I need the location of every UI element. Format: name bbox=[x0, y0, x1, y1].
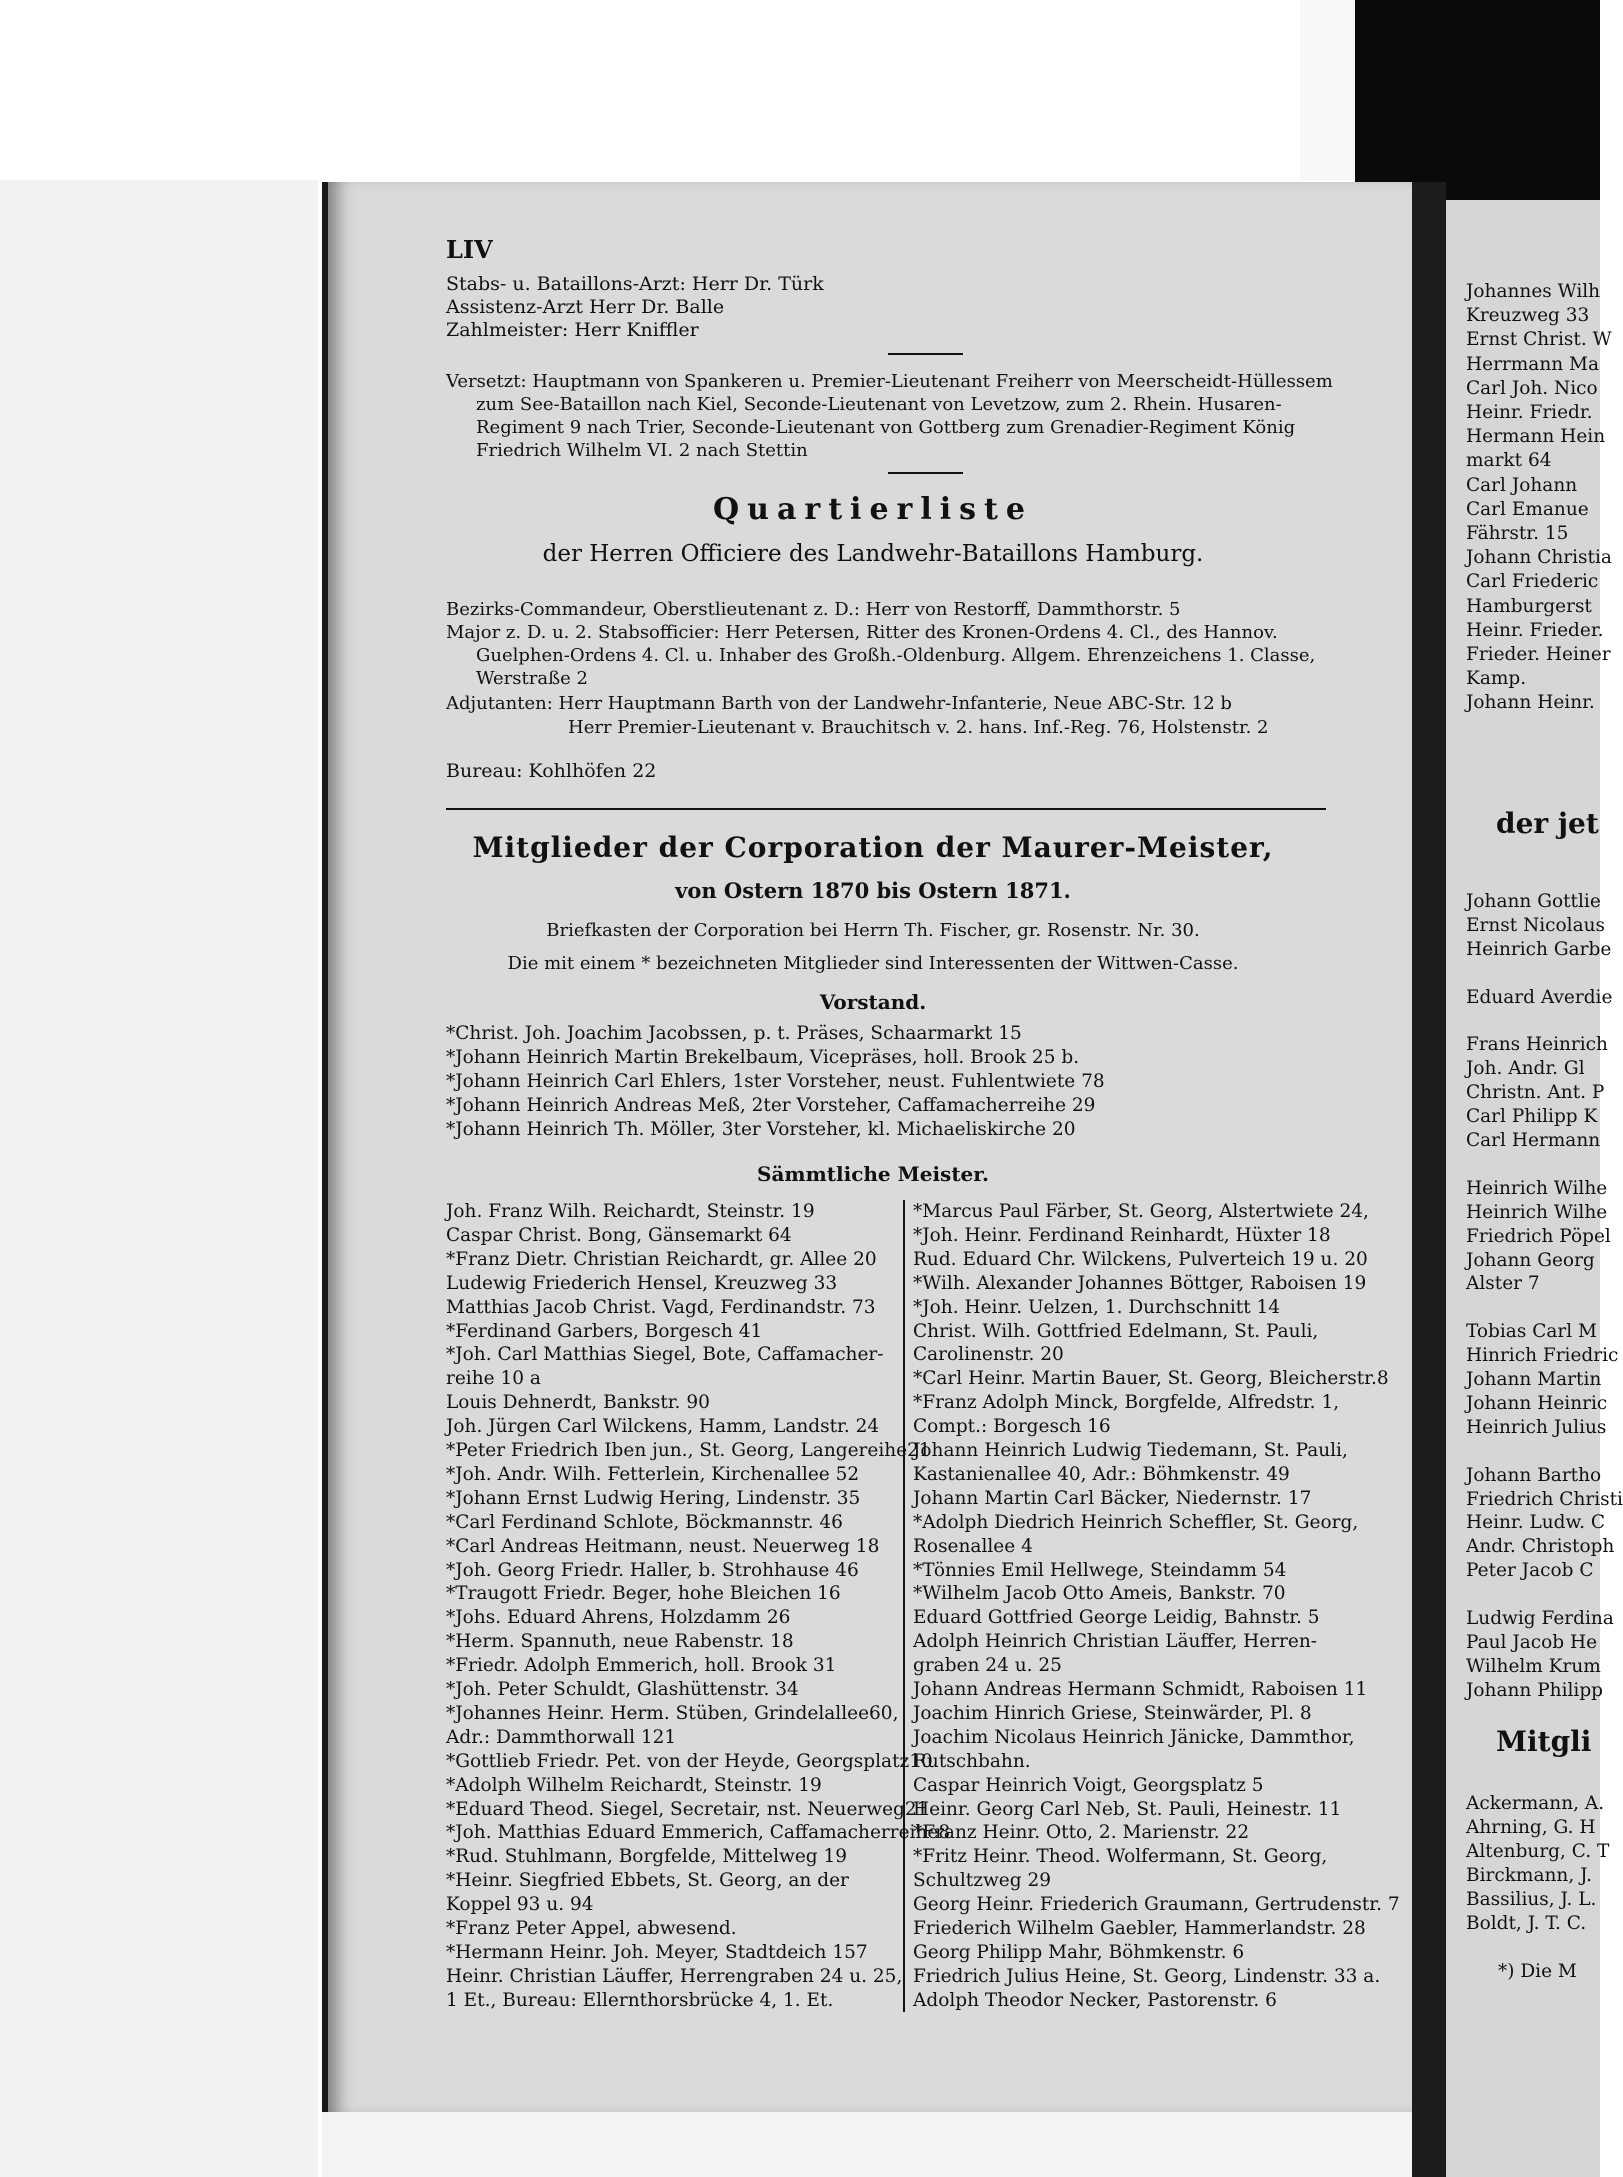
list-item: *Herm. Spannuth, neue Rabenstr. 18 bbox=[446, 1631, 794, 1653]
list-item: Ahrning, G. H bbox=[1466, 1817, 1596, 1838]
corporation-note: Briefkasten der Corporation bei Herrn Th. Fischer, gr. Rosenstr. Nr. 30. bbox=[546, 920, 1200, 941]
list-item: Carolinenstr. 20 bbox=[913, 1344, 1064, 1366]
list-item: Johann Gottlie bbox=[1466, 891, 1601, 912]
right-page bbox=[1446, 200, 1623, 2177]
list-item: *Franz Peter Appel, abwesend. bbox=[446, 1918, 737, 1939]
list-item: *Joh. Heinr. Uelzen, 1. Durchschnitt 14 bbox=[913, 1296, 1281, 1318]
list-item: Heinr. Georg Carl Neb, St. Pauli, Heinestr. 11 bbox=[913, 1798, 1342, 1820]
list-item: Joh. Franz Wilh. Reichardt, Steinstr. 19 bbox=[446, 1201, 815, 1222]
list-item: Kamp. bbox=[1466, 668, 1527, 690]
list-item: *Traugott Friedr. Beger, hohe Bleichen 16 bbox=[446, 1583, 841, 1605]
list-item: *Carl Heinr. Martin Bauer, St. Georg, Bleicherstr.8 bbox=[913, 1368, 1389, 1390]
list-item: Georg Philipp Mahr, Böhmkenstr. 6 bbox=[913, 1941, 1245, 1963]
list-item: Christ. Wilh. Gottfried Edelmann, St. Pauli, bbox=[913, 1320, 1319, 1342]
list-item: Boldt, J. T. C. bbox=[1466, 1913, 1587, 1934]
list-item: *Joh. Georg Friedr. Haller, b. Strohhause 46 bbox=[446, 1559, 859, 1581]
list-item: *Johann Ernst Ludwig Hering, Lindenstr. 35 bbox=[446, 1487, 861, 1509]
list-item: *Franz Adolph Minck, Borgfelde, Alfredstr. 1, bbox=[913, 1392, 1340, 1414]
list-item: Heinr. Ludw. C bbox=[1466, 1512, 1606, 1534]
list-item: *Johannes Heinr. Herm. Stüben, Grindelallee60, bbox=[446, 1702, 899, 1724]
list-item: *Wilhelm Jacob Otto Ameis, Bankstr. 70 bbox=[913, 1583, 1286, 1605]
staff-line: Assistenz-Arzt Herr Dr. Balle bbox=[446, 296, 725, 318]
list-item: Carl Philipp K bbox=[1466, 1106, 1598, 1128]
staff-line: Zahlmeister: Herr Kniffler bbox=[446, 319, 699, 341]
list-item: Ernst Christ. W bbox=[1466, 329, 1612, 351]
list-item: Andr. Christoph bbox=[1466, 1536, 1615, 1558]
meister-heading: Sämmtliche Meister. bbox=[757, 1162, 989, 1186]
list-item: Friedrich Pöpel bbox=[1466, 1225, 1611, 1247]
list-item: Carl Joh. Nico bbox=[1466, 377, 1598, 399]
list-item: Kreuzweg 33 bbox=[1466, 305, 1590, 327]
list-item: Hamburgerst bbox=[1466, 595, 1592, 617]
book-gutter bbox=[1412, 182, 1446, 2177]
right-page-footnote: *) Die M bbox=[1498, 1961, 1577, 1982]
quartier-line: Werstraße 2 bbox=[476, 668, 588, 689]
list-item: markt 64 bbox=[1466, 450, 1552, 472]
corporation-note: Die mit einem * bezeichneten Mitglieder sind Interessenten der Wittwen-Casse. bbox=[507, 953, 1239, 974]
list-item: Adolph Theodor Necker, Pastorenstr. 6 bbox=[913, 1989, 1277, 2011]
list-item: *Tönnies Emil Hellwege, Steindamm 54 bbox=[913, 1559, 1287, 1581]
list-item: *Joh. Heinr. Ferdinand Reinhardt, Hüxter 18 bbox=[913, 1224, 1331, 1246]
list-item: Herrmann Ma bbox=[1466, 353, 1600, 375]
list-item: Heinrich Wilhe bbox=[1466, 1201, 1608, 1223]
list-item: Frans Heinrich bbox=[1466, 1034, 1608, 1056]
list-item: Heinr. Christian Läuffer, Herrengraben 24 u. 25, bbox=[446, 1965, 903, 1987]
quartier-line: Guelphen-Ordens 4. Cl. u. Inhaber des Großh.-Oldenburg. Allgem. Ehrenzeichens 1. Classe, bbox=[476, 645, 1316, 666]
list-item: Heinrich Julius bbox=[1466, 1416, 1607, 1438]
list-item: Caspar Christ. Bong, Gänsemarkt 64 bbox=[446, 1224, 792, 1246]
list-item: *Johs. Eduard Ahrens, Holzdamm 26 bbox=[446, 1607, 791, 1629]
list-item: Johann Martin bbox=[1466, 1369, 1602, 1390]
list-item: Heinr. Frieder. bbox=[1466, 619, 1604, 641]
page-number: LIV bbox=[446, 235, 493, 264]
list-item: Johann Heinrich Ludwig Tiedemann, St. Pauli, bbox=[913, 1440, 1348, 1461]
section-rule bbox=[446, 808, 1326, 810]
list-item: *Joh. Matthias Eduard Emmerich, Caffamacherreihe8 bbox=[446, 1822, 951, 1844]
left-page bbox=[322, 182, 1418, 2112]
list-item: Adolph Heinrich Christian Läuffer, Herren- bbox=[913, 1631, 1318, 1653]
list-item: Rud. Eduard Chr. Wilckens, Pulverteich 19 u. 20 bbox=[913, 1248, 1368, 1270]
column-divider bbox=[903, 1200, 905, 2012]
vorstand-item: *Johann Heinrich Martin Brekelbaum, Vicepräses, holl. Brook 25 b. bbox=[446, 1047, 1080, 1068]
list-item: Birckmann, J. bbox=[1466, 1865, 1592, 1886]
list-item: Kastanienallee 40, Adr.: Böhmkenstr. 49 bbox=[913, 1463, 1290, 1485]
list-item: Paul Jacob He bbox=[1466, 1631, 1598, 1653]
divider bbox=[888, 472, 963, 474]
list-item: *Franz Dietr. Christian Reichardt, gr. Allee 20 bbox=[446, 1248, 877, 1270]
list-item: Carl Emanue bbox=[1466, 498, 1589, 520]
list-item: Johann Bartho bbox=[1466, 1464, 1602, 1486]
list-item: *Peter Friedrich Iben jun., St. Georg, Langereihe21 bbox=[446, 1440, 931, 1461]
quartier-line: Adjutanten: Herr Hauptmann Barth von der Landwehr-Infanterie, Neue ABC-Str. 12 b bbox=[446, 693, 1232, 714]
list-item: Johann Heinr. bbox=[1466, 692, 1595, 714]
versetzt-line: Regiment 9 nach Trier, Seconde-Lieutenant von Gottberg zum Grenadier-Regiment König bbox=[476, 417, 1296, 438]
staff-line: Stabs- u. Bataillons-Arzt: Herr Dr. Türk bbox=[446, 273, 824, 295]
list-item: Joh. Andr. Gl bbox=[1466, 1058, 1585, 1080]
list-item: Alster 7 bbox=[1466, 1273, 1540, 1295]
list-item: Johann Martin Carl Bäcker, Niedernstr. 17 bbox=[913, 1487, 1312, 1509]
list-item: *Marcus Paul Färber, St. Georg, Alstertwiete 24, bbox=[913, 1201, 1369, 1222]
vorstand-item: *Johann Heinrich Andreas Meß, 2ter Vorsteher, Caffamacherreihe 29 bbox=[446, 1095, 1096, 1116]
scan-margin bbox=[1300, 0, 1355, 180]
list-item: Carl Friederic bbox=[1466, 571, 1599, 593]
list-item: Ernst Nicolaus bbox=[1466, 914, 1606, 936]
bureau-line: Bureau: Kohlhöfen 22 bbox=[446, 760, 657, 782]
quartier-line: Bezirks-Commandeur, Oberstlieutenant z. D.: Herr von Restorff, Dammthorstr. 5 bbox=[446, 599, 1181, 620]
list-item: *Adolph Wilhelm Reichardt, Steinstr. 19 bbox=[446, 1774, 822, 1796]
list-item: Bassilius, J. L. bbox=[1466, 1889, 1597, 1910]
list-item: Peter Jacob C bbox=[1466, 1560, 1594, 1582]
list-item: Fährstr. 15 bbox=[1466, 523, 1569, 544]
list-item: Joachim Nicolaus Heinrich Jänicke, Dammthor, bbox=[913, 1726, 1355, 1748]
versetzt-line: zum See-Bataillon nach Kiel, Seconde-Lieutenant von Levetzow, zum 2. Rhein. Husaren- bbox=[476, 394, 1282, 415]
list-item: Adr.: Dammthorwall 121 bbox=[446, 1726, 677, 1748]
list-item: Matthias Jacob Christ. Vagd, Ferdinandstr. 73 bbox=[446, 1296, 876, 1318]
list-item: Schultzweg 29 bbox=[913, 1870, 1052, 1892]
list-item: reihe 10 a bbox=[446, 1368, 541, 1390]
list-item: *Friedr. Adolph Emmerich, holl. Brook 31 bbox=[446, 1655, 837, 1677]
list-item: graben 24 u. 25 bbox=[913, 1655, 1062, 1677]
list-item: Carl Hermann bbox=[1466, 1130, 1601, 1151]
list-item: *Ferdinand Garbers, Borgesch 41 bbox=[446, 1320, 763, 1342]
list-item: Hinrich Friedric bbox=[1466, 1345, 1619, 1367]
list-item: *Adolph Diedrich Heinrich Scheffler, St. Georg, bbox=[913, 1511, 1359, 1533]
list-item: Carl Johann bbox=[1466, 474, 1578, 496]
list-item: Friederich Wilhelm Gaebler, Hammerlandstr. 28 bbox=[913, 1918, 1366, 1939]
list-item: Christn. Ant. P bbox=[1466, 1082, 1605, 1104]
versetzt-line: Friedrich Wilhelm VI. 2 nach Stettin bbox=[476, 440, 808, 461]
list-item: Heinrich Garbe bbox=[1466, 938, 1612, 960]
quartier-line: Herr Premier-Lieutenant v. Brauchitsch v. 2. hans. Inf.-Reg. 76, Holstenstr. 2 bbox=[568, 717, 1269, 738]
list-item: *Joh. Peter Schuldt, Glashüttenstr. 34 bbox=[446, 1679, 799, 1700]
corporation-title: Mitglieder der Corporation der Maurer-Meister, bbox=[472, 831, 1274, 864]
list-item: *Hermann Heinr. Joh. Meyer, Stadtdeich 157 bbox=[446, 1941, 868, 1963]
quartier-subtitle: der Herren Officiere des Landwehr-Bataillons Hamburg. bbox=[542, 541, 1204, 567]
list-item: *Fritz Heinr. Theod. Wolfermann, St. Georg, bbox=[913, 1846, 1328, 1868]
list-item: Johann Georg bbox=[1466, 1249, 1595, 1271]
right-page-heading: der jet bbox=[1496, 807, 1599, 840]
list-item: Ludewig Friederich Hensel, Kreuzweg 33 bbox=[446, 1272, 838, 1294]
vorstand-item: *Christ. Joh. Joachim Jacobssen, p. t. Präses, Schaarmarkt 15 bbox=[446, 1023, 1022, 1044]
vorstand-heading: Vorstand. bbox=[819, 990, 927, 1014]
list-item: Caspar Heinrich Voigt, Georgsplatz 5 bbox=[913, 1774, 1264, 1796]
list-item: Altenburg, C. T bbox=[1466, 1841, 1610, 1862]
scan-background-left bbox=[0, 180, 318, 2177]
list-item: *Joh. Carl Matthias Siegel, Bote, Caffamacher- bbox=[446, 1344, 884, 1366]
list-item: *Gottlieb Friedr. Pet. von der Heyde, Georgsplatz10 bbox=[446, 1750, 933, 1772]
list-item: Georg Heinr. Friederich Graumann, Gertrudenstr. 7 bbox=[913, 1894, 1400, 1916]
vorstand-item: *Johann Heinrich Th. Möller, 3ter Vorsteher, kl. Michaeliskirche 20 bbox=[446, 1119, 1076, 1140]
right-page-heading: Mitgli bbox=[1496, 1725, 1592, 1758]
list-item: Johann Philipp bbox=[1466, 1679, 1604, 1701]
versetzt-line: Versetzt: Hauptmann von Spankeren u. Premier-Lieutenant Freiherr von Meerscheidt-Hüllessem bbox=[446, 371, 1333, 392]
vorstand-item: *Johann Heinrich Carl Ehlers, 1ster Vorsteher, neust. Fuhlentwiete 78 bbox=[446, 1071, 1105, 1092]
list-item: *Rud. Stuhlmann, Borgfelde, Mittelweg 19 bbox=[446, 1846, 848, 1868]
corporation-subtitle: von Ostern 1870 bis Ostern 1871. bbox=[675, 878, 1071, 903]
list-item: Friedrich Christi bbox=[1466, 1488, 1623, 1510]
list-item: *Wilh. Alexander Johannes Böttger, Raboisen 19 bbox=[913, 1272, 1367, 1294]
divider bbox=[888, 353, 963, 355]
list-item: Johannes Wilh bbox=[1466, 281, 1601, 302]
list-item: Rosenallee 4 bbox=[913, 1535, 1033, 1557]
list-item: Ackermann, A. bbox=[1466, 1793, 1605, 1814]
list-item: Compt.: Borgesch 16 bbox=[913, 1416, 1111, 1438]
list-item: Heinr. Friedr. bbox=[1466, 402, 1593, 423]
list-item: Rutschbahn. bbox=[913, 1750, 1031, 1772]
list-item: Eduard Averdie bbox=[1466, 986, 1613, 1008]
list-item: 1 Et., Bureau: Ellernthorsbrücke 4, 1. Et. bbox=[446, 1989, 834, 2011]
list-item: Hermann Hein bbox=[1466, 426, 1606, 448]
list-item: Johann Christia bbox=[1466, 547, 1612, 569]
list-item: *Heinr. Siegfried Ebbets, St. Georg, an der bbox=[446, 1870, 849, 1892]
list-item: Ludwig Ferdina bbox=[1466, 1608, 1614, 1629]
list-item: Louis Dehnerdt, Bankstr. 90 bbox=[446, 1392, 710, 1414]
scan-background-bottom bbox=[322, 2112, 1412, 2177]
list-item: Wilhelm Krum bbox=[1466, 1655, 1601, 1677]
list-item: Frieder. Heiner bbox=[1466, 644, 1611, 665]
list-item: Tobias Carl M bbox=[1466, 1321, 1597, 1343]
list-item: Koppel 93 u. 94 bbox=[446, 1894, 594, 1916]
list-item: Joachim Hinrich Griese, Steinwärder, Pl. 8 bbox=[913, 1702, 1312, 1724]
list-item: *Joh. Andr. Wilh. Fetterlein, Kirchenallee 52 bbox=[446, 1463, 860, 1485]
quartier-line: Major z. D. u. 2. Stabsofficier: Herr Petersen, Ritter des Kronen-Ordens 4. Cl., des Hannov. bbox=[446, 622, 1278, 643]
list-item: Joh. Jürgen Carl Wilckens, Hamm, Landstr. 24 bbox=[446, 1416, 880, 1438]
list-item: *Carl Andreas Heitmann, neust. Neuerweg 18 bbox=[446, 1535, 880, 1557]
list-item: *Eduard Theod. Siegel, Secretair, nst. Neuerweg21 bbox=[446, 1798, 929, 1820]
list-item: *Franz Heinr. Otto, 2. Marienstr. 22 bbox=[913, 1822, 1250, 1844]
list-item: Eduard Gottfried George Leidig, Bahnstr. 5 bbox=[913, 1607, 1320, 1629]
list-item: Friedrich Julius Heine, St. Georg, Lindenstr. 33 a. bbox=[913, 1965, 1381, 1987]
list-item: Heinrich Wilhe bbox=[1466, 1177, 1608, 1199]
list-item: Johann Heinric bbox=[1466, 1392, 1608, 1414]
quartier-title: Quartierliste bbox=[713, 492, 1033, 527]
list-item: Johann Andreas Hermann Schmidt, Raboisen 11 bbox=[913, 1679, 1368, 1700]
list-item: *Carl Ferdinand Schlote, Böckmannstr. 46 bbox=[446, 1511, 843, 1533]
